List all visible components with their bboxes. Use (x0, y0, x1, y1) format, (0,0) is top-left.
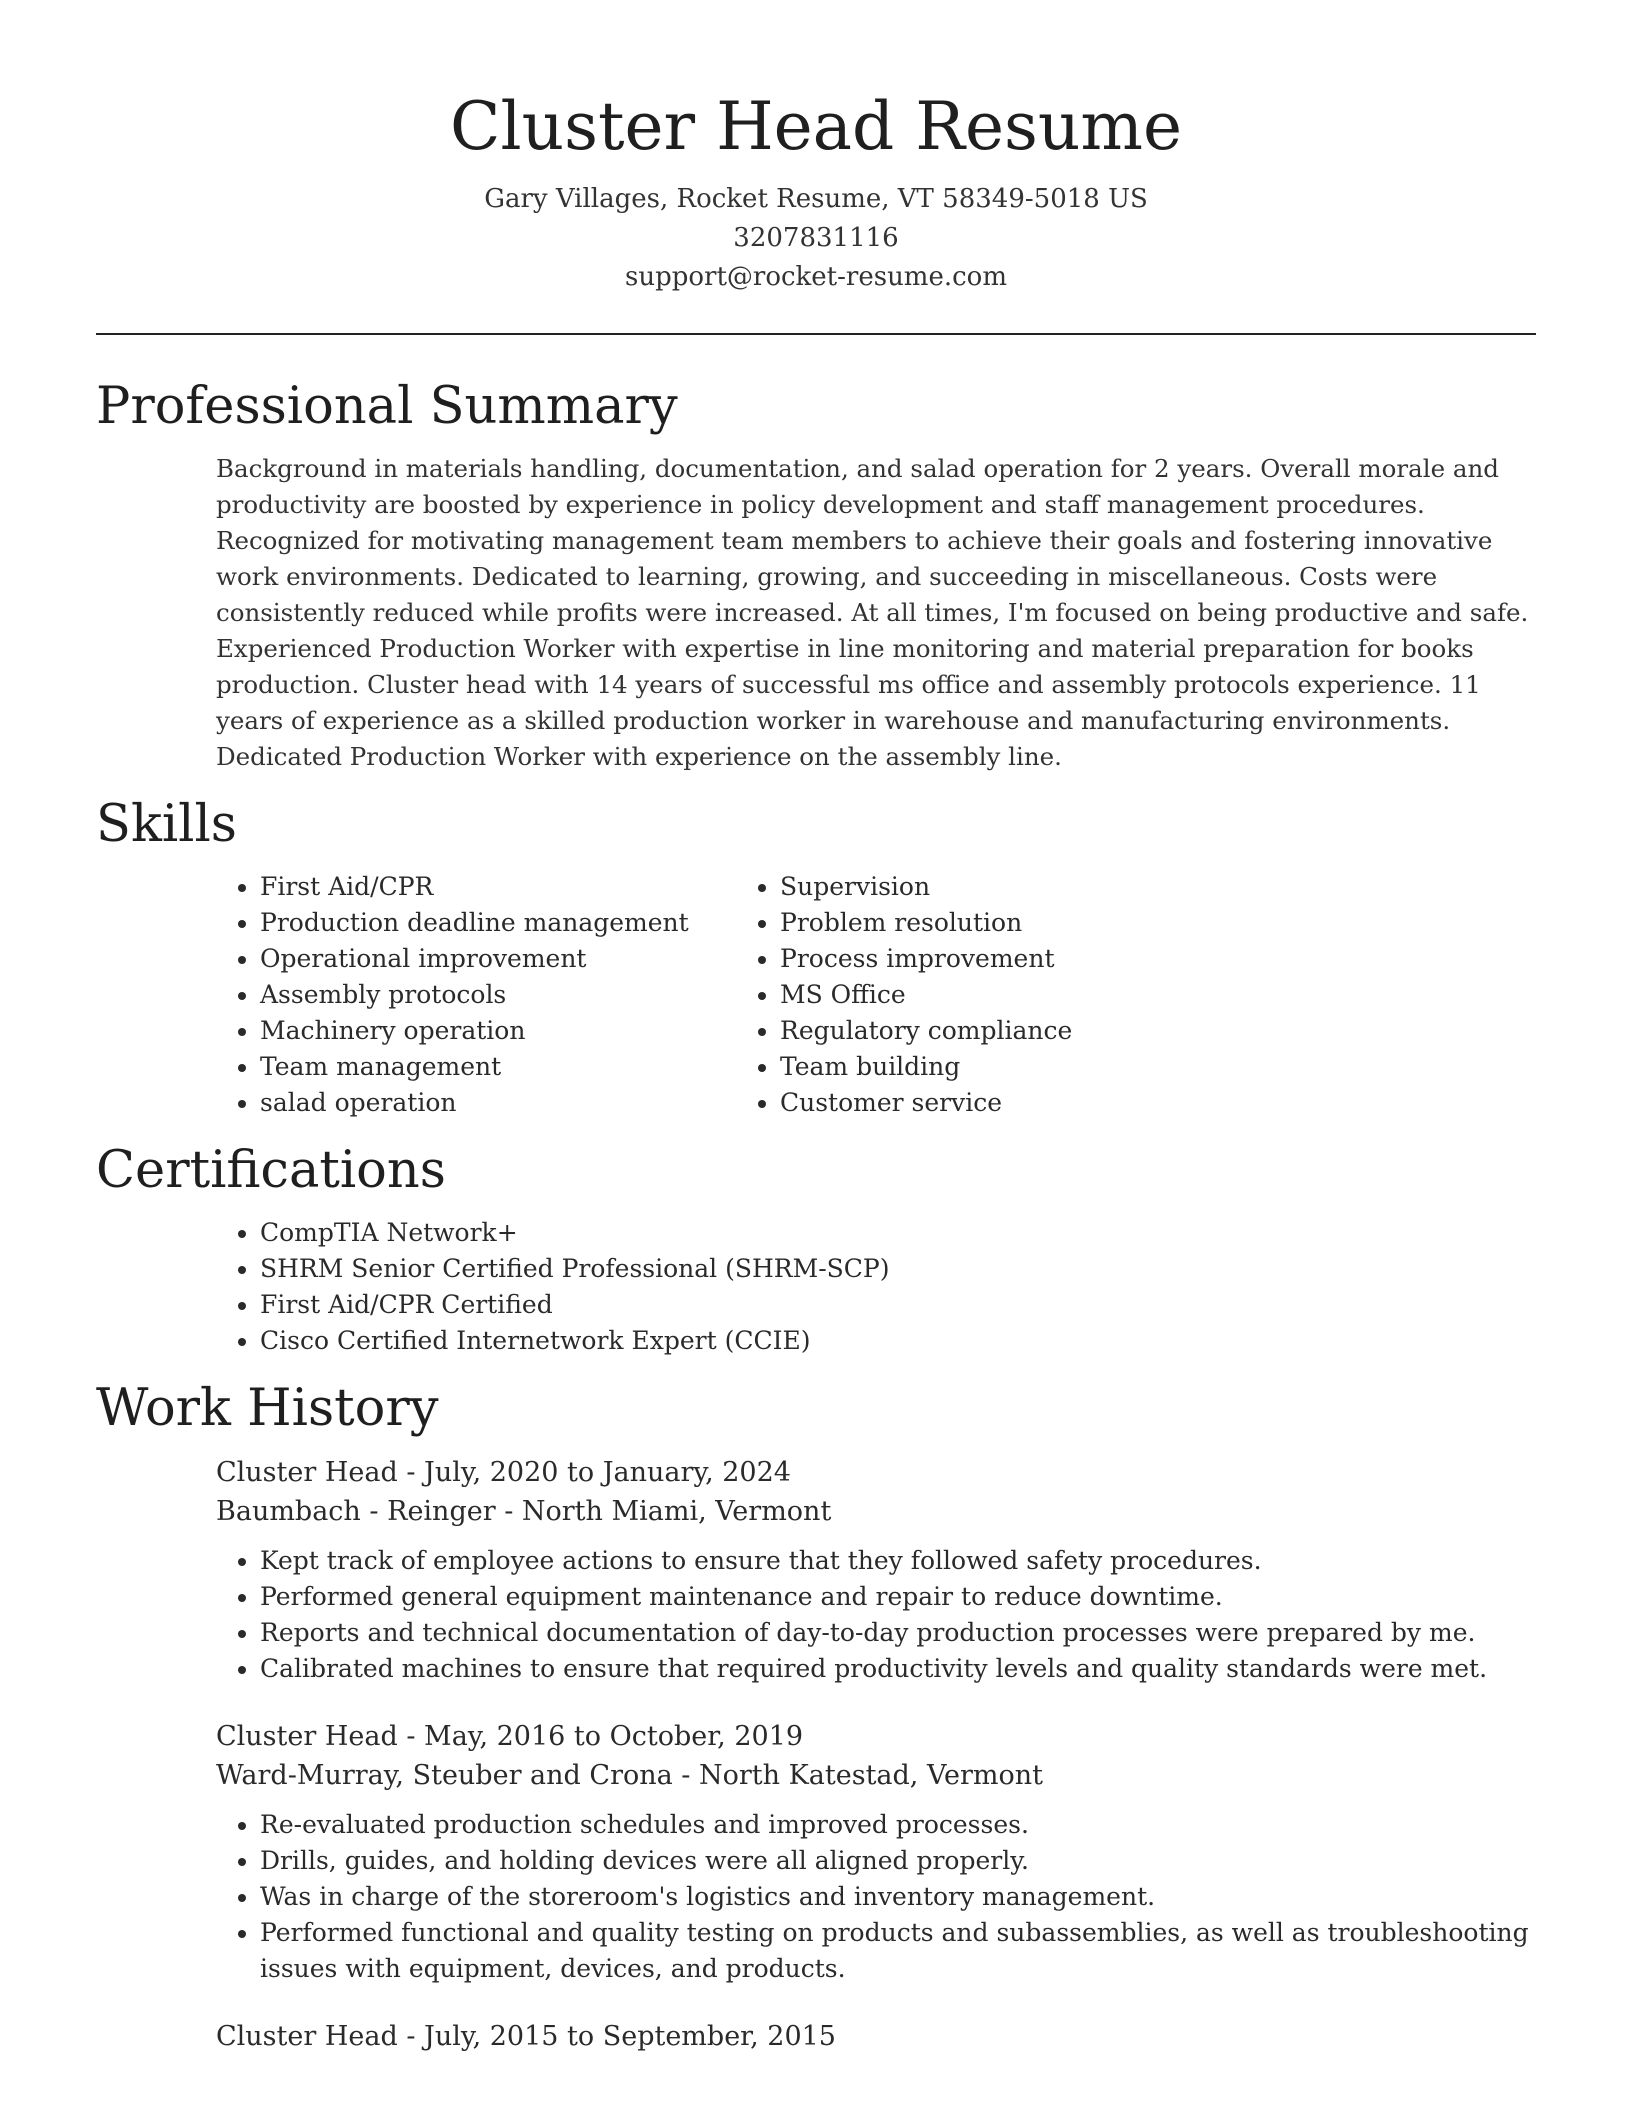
contact-address: Gary Villages, Rocket Resume, VT 58349-5018 US (484, 184, 1148, 214)
skill-item: • Operational improvement (260, 941, 746, 977)
skills-list (96, 869, 1536, 1121)
job-title: Cluster Head - May, 2016 to October, 2019 (216, 1721, 804, 1752)
skill-item: • Regulatory compliance (780, 1013, 1072, 1049)
resume-title: Cluster Head Resume (449, 88, 1183, 165)
resume-header (96, 0, 1536, 297)
skill-item: • Problem resolution (780, 905, 1072, 941)
skills-column-right (746, 869, 1072, 1121)
summary-text: Background in materials handling, documentation, and salad operation for 2 years. Overall morale and productivity are boosted by experience in policy development and staff management procedures. Recognized for motivating management team members to achieve their goals and fostering innovative work environments. Dedicated to learning, growing, and succeeding in miscellaneous. Costs were consistently reduced while profits were increased. At all times, I'm focused on being productive and safe. Experienced Production Worker with expertise in line monitoring and material preparation for books production. Cluster head with 14 years of successful ms office and assembly protocols experience. 11 years of experience as a skilled production worker in warehouse and manufacturing environments. Dedicated Production Worker with experience on the assembly line. (216, 454, 1529, 771)
skill-item: • Supervision (780, 869, 1072, 905)
contact-email: support@rocket-resume.com (624, 262, 1007, 292)
work-history-heading: Work History (96, 1379, 439, 1438)
skill-item: • Team building (780, 1049, 1072, 1085)
job-entry (216, 2017, 1536, 2056)
job-duties (216, 1543, 1536, 1687)
skill-item: • Machinery operation (260, 1013, 746, 1049)
skills-column-left (96, 869, 746, 1121)
header-divider (96, 333, 1536, 335)
skill-item: • salad operation (260, 1085, 746, 1121)
job-duty: • Kept track of employee actions to ensure that they followed safety procedures. (260, 1543, 1536, 1579)
skill-item: • MS Office (780, 977, 1072, 1013)
contact-info (96, 180, 1536, 297)
skill-item: • First Aid/CPR (260, 869, 746, 905)
job-duty: • Performed general equipment maintenance and repair to reduce downtime. (260, 1579, 1536, 1615)
certification-item: • CompTIA Network+ (260, 1215, 1536, 1251)
skill-item: • Assembly protocols (260, 977, 746, 1013)
job-title: Cluster Head - July, 2020 to January, 2024 (216, 1457, 791, 1488)
job-duty: • Was in charge of the storeroom's logistics and inventory management. (260, 1879, 1536, 1915)
job-entry (216, 1717, 1536, 1987)
job-company: Baumbach - Reinger - North Miami, Vermont (216, 1496, 832, 1527)
job-duty: • Re-evaluated production schedules and improved processes. (260, 1807, 1536, 1843)
skills-heading: Skills (96, 795, 237, 854)
job-company: Ward-Murray, Steuber and Crona - North Katestad, Vermont (216, 1760, 1043, 1791)
job-duties (216, 1807, 1536, 1987)
certifications-list (96, 1215, 1536, 1359)
job-duty: • Calibrated machines to ensure that required productivity levels and quality standards were met. (260, 1651, 1536, 1687)
summary-heading: Professional Summary (96, 377, 678, 436)
job-duty: • Performed functional and quality testing on products and subassemblies, as well as troubleshooting issues with equipment, devices, and products. (260, 1915, 1536, 1987)
job-title: Cluster Head - July, 2015 to September, 2015 (216, 2021, 836, 2052)
skill-item: • Customer service (780, 1085, 1072, 1121)
certifications-heading: Certifications (96, 1141, 446, 1200)
skill-item: • Team management (260, 1049, 746, 1085)
certification-item: • SHRM Senior Certified Professional (SHRM-SCP) (260, 1251, 1536, 1287)
contact-phone: 3207831116 (733, 223, 899, 253)
job-duty: • Reports and technical documentation of day-to-day production processes were prepared by me. (260, 1615, 1536, 1651)
job-duty: • Drills, guides, and holding devices were all aligned properly. (260, 1843, 1536, 1879)
certification-item: • First Aid/CPR Certified (260, 1287, 1536, 1323)
certification-item: • Cisco Certified Internetwork Expert (CCIE) (260, 1323, 1536, 1359)
skill-item: • Process improvement (780, 941, 1072, 977)
skill-item: • Production deadline management (260, 905, 746, 941)
job-entry (216, 1453, 1536, 1687)
